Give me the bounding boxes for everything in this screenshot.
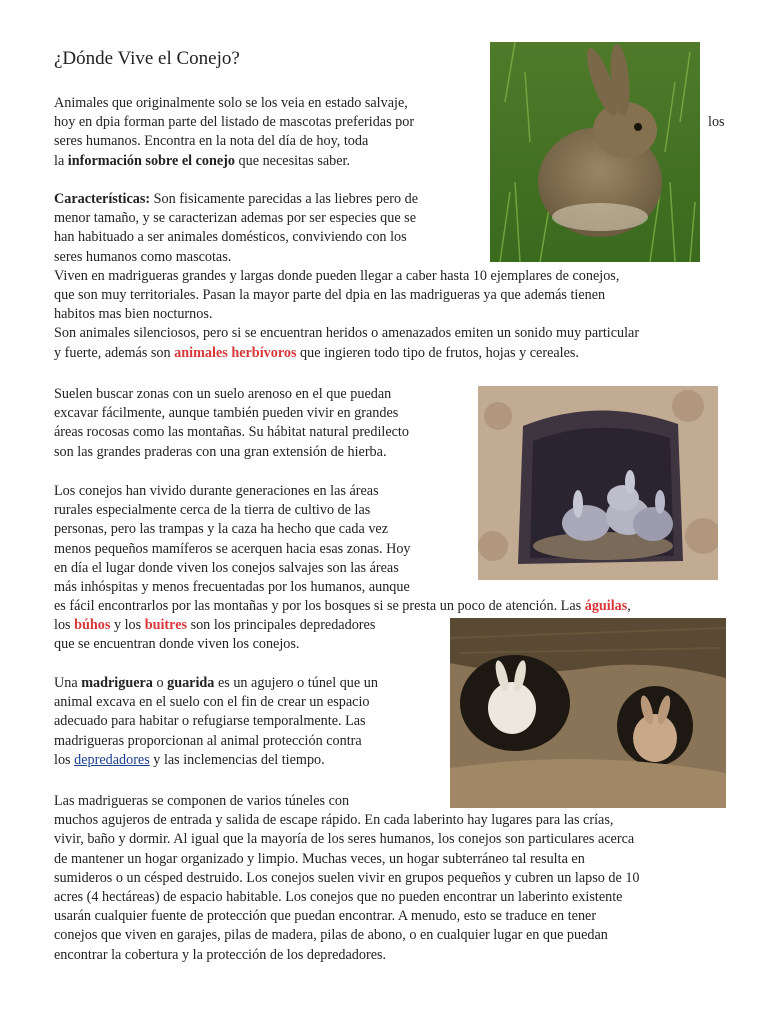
page-title: ¿Dónde Vive el Conejo? xyxy=(54,48,240,69)
bold-term: madriguera xyxy=(81,675,153,691)
baby-rabbits-burrow-photo xyxy=(478,386,718,580)
intro-line: seres humanos. Encontra en la nota del día de hoy, toda xyxy=(54,133,369,150)
intro-paragraph xyxy=(54,94,414,171)
highlight-term: buitres xyxy=(144,617,188,634)
highlight-term: búhos xyxy=(74,617,111,634)
caracteristicas-paragraph: Características: Son fisicamente parecidas a las liebres pero de menor tamaño, y se caracterizan ademas por ser especies que se han habituado a ser animales domésticos, conviviendo con los seres humanos como mascotas. Viven en madrigueras grandes y largas donde pueden llegar a caber hasta 10 ejemplares de conejos, que son muy territoriales. Pasan la mayor parte del dpia en las madrigueras ya que además tienen habitos mas bien nocturnos. Son animales silenciosos, pero si se encuentran heridos o amenazados emiten un sonido muy particular y fuerte, además son animales herbívoros que ingieren todo tipo de frutos, hojas y cereales. xyxy=(54,191,640,361)
habitat-paragraph: Suelen buscar zonas con un suelo arenoso en el que puedan excavar fácilmente, aunque también pueden vivir en grandes áreas rocosas como las montañas. Su hábitat natural predilecto son las grandes praderas con una gran extensión de hierba. xyxy=(54,386,409,460)
bold-term: guarida xyxy=(167,675,215,691)
intro-wrap-word: los xyxy=(708,114,725,130)
highlight-term: águilas xyxy=(584,598,628,614)
section-label: Características: xyxy=(54,191,151,207)
generaciones-paragraph: Los conejos han vivido durante generaciones en las áreas rurales especialmente cerca de la tierra de cultivo de las personas, pero las trampas y la caza ha hecho que cada vez menos pequeños mamíferos se acerquen hacia esas zonas. Hoy en día el lugar donde viven los conejos salvajes son las áreas más inhóspitas y menos frecuentadas por los humanos, aunque xyxy=(54,483,411,596)
intro-line: hoy en dpia forman parte del listado de mascotas preferidas por xyxy=(54,114,415,131)
depredadores-link[interactable]: depredadores xyxy=(74,751,150,768)
madriguera-paragraph: Una madriguera o guarida es un agujero o túnel que un animal excava en el suelo con el fin de crear un espacio adecuado para habitar o refugiarse temporalmente. Las madrigueras proporcionan al animal protección contra los depredadores y las inclemencias del tiempo. xyxy=(54,675,378,768)
intro-line: la información sobre el conejo que necesitas saber. xyxy=(54,152,351,169)
highlight-term: animales herbívoros xyxy=(174,344,297,361)
bold-phrase: información sobre el conejo xyxy=(67,152,235,169)
rabbits-burrow-holes-photo xyxy=(450,618,726,808)
intro-line: Animales que originalmente solo se los veia en estado salvaje, xyxy=(54,95,408,111)
tuneles-paragraph: Las madrigueras se componen de varios túneles con muchos agujeros de entrada y salida de escape rápido. En cada laberinto hay lugares para las crías, vivir, baño y dormir. Al igual que la mayoría de los seres humanos, los conejos son particulares acerca de mantener un hogar organizado y limpio. Muchas veces, un hogar subterráneo tal resulta en sumideros o un césped destruido. Los conejos suelen vivir en grupos pequeños y cubren un lapso de 10 acres (4 hectáreas) de espacio habitable. Los conejos que no pueden encontrar un laberinto existente usarán cualquier fuente de protección que puedan encontrar. A menudo, esto se traduce en tener conejos que viven en garajes, pilas de madera, pilas de abono, o en cualquier lugar en que puedan encontrar la cobertura y la protección de los depredadores. xyxy=(54,793,640,963)
generaciones-paragraph-cont: es fácil encontrarlos por las montañas y por los bosques si se presta un poco de atención. Las águilas, los búhos y los buitres son los principales depredadores que se encuentran donde viven los conejos. xyxy=(54,598,631,653)
